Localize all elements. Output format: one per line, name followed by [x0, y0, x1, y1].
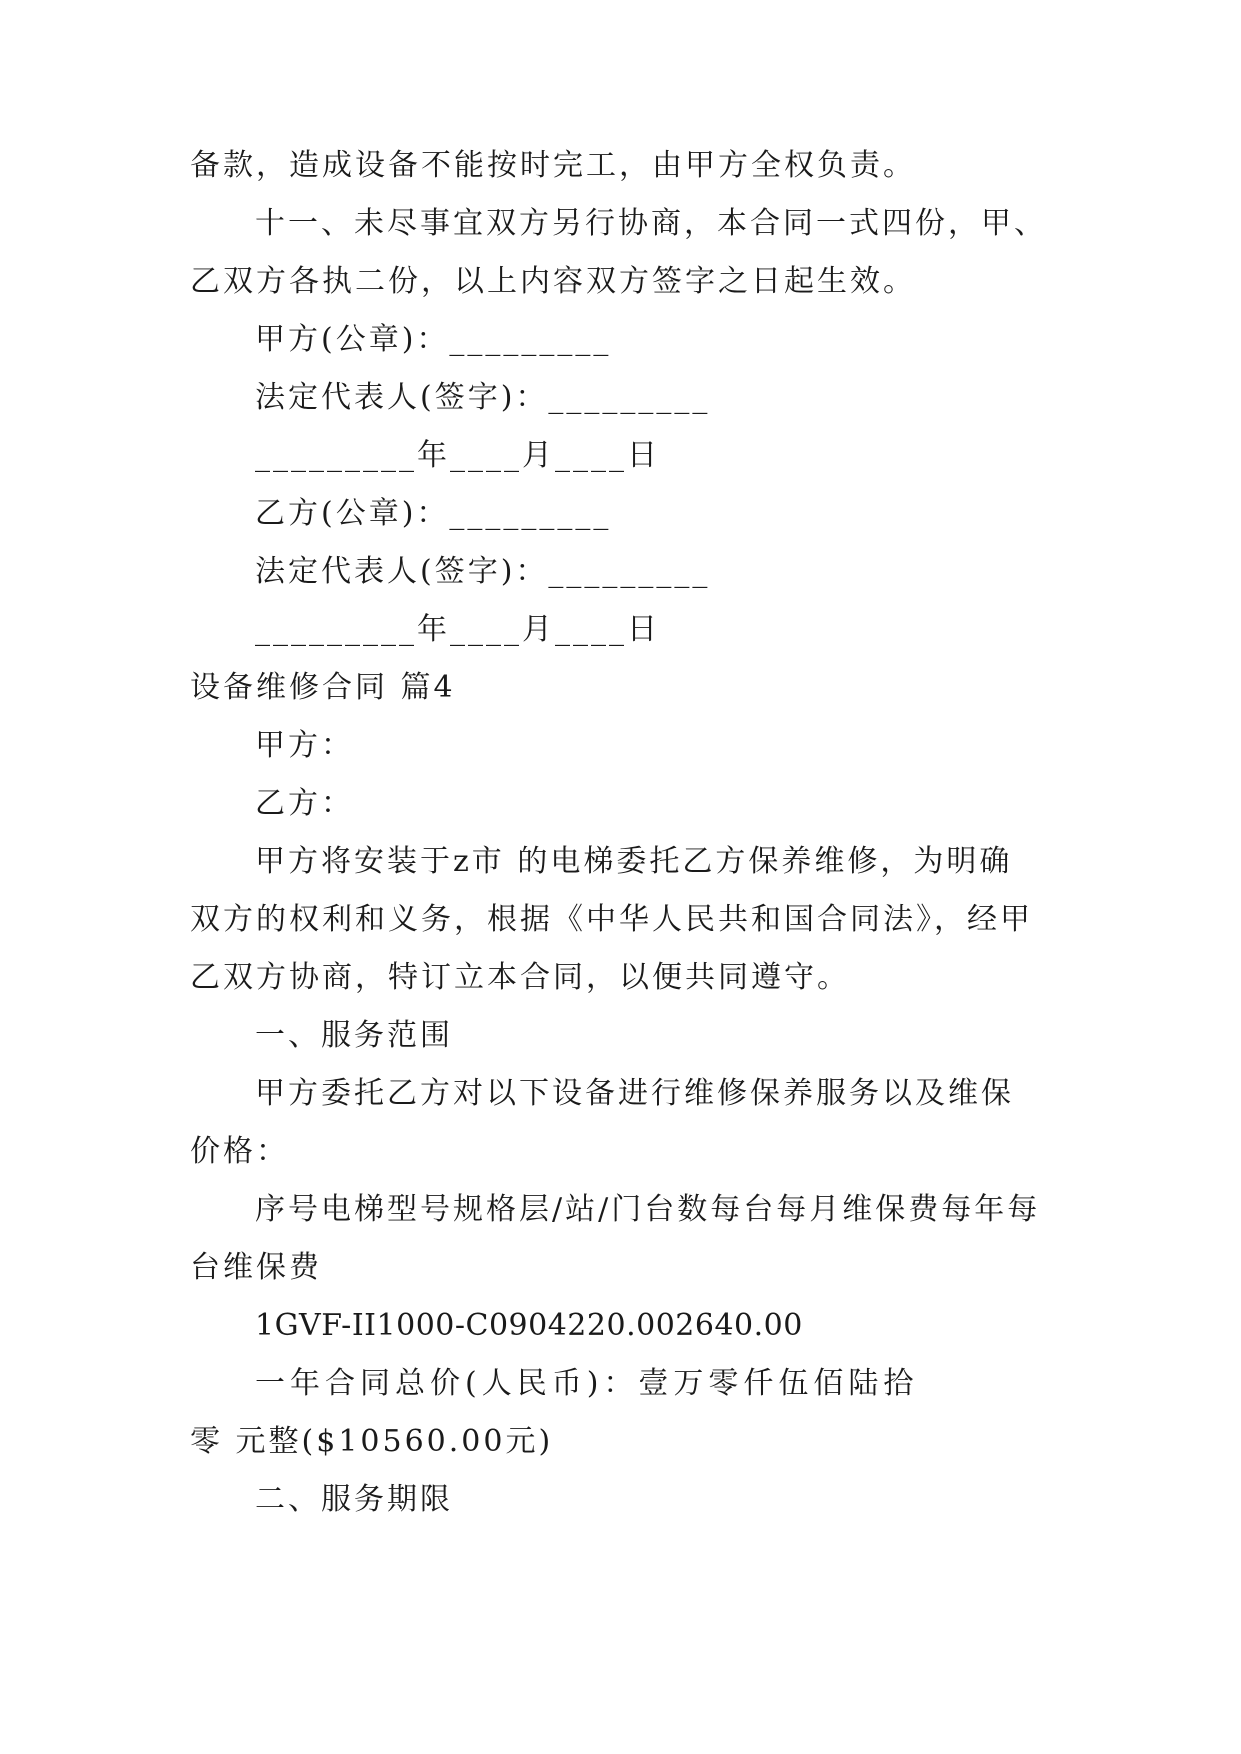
table-row-line: 1GVF-II1000-C0904220.002640.00	[255, 1308, 803, 1343]
date-line-party-a: _________年____月____日	[255, 438, 660, 473]
signature-line-party-a-rep: 法定代表人(签字)：_________	[255, 380, 711, 415]
table-header-line: 台维保费	[190, 1250, 322, 1285]
table-header-line: 序号电梯型号规格层/站/门台数每台每月维保费每年每	[255, 1192, 1041, 1227]
paragraph-line: 甲方委托乙方对以下设备进行维修保养服务以及维保	[255, 1076, 1014, 1111]
paragraph-line: 备款，造成设备不能按时完工，由甲方全权负责。	[190, 148, 916, 183]
paragraph-line: 价格：	[190, 1134, 289, 1169]
paragraph-line: 乙双方协商，特订立本合同，以便共同遵守。	[190, 960, 850, 995]
paragraph-line: 十一、未尽事宜双方另行协商，本合同一式四份，甲、	[255, 206, 1047, 241]
paragraph-line: 甲方将安装于z市 的电梯委托乙方保养维修，为明确	[255, 844, 1013, 879]
clause-heading: 一、服务范围	[255, 1018, 453, 1053]
signature-line-party-b-rep: 法定代表人(签字)：_________	[255, 554, 711, 589]
paragraph-line: 双方的权利和义务，根据《中华人民共和国合同法》，经甲	[190, 902, 1033, 937]
clause-heading: 二、服务期限	[255, 1482, 453, 1517]
party-b-label: 乙方：	[255, 786, 354, 821]
date-line-party-b: _________年____月____日	[255, 612, 660, 647]
signature-line-party-a-seal: 甲方(公章)：_________	[255, 322, 612, 357]
total-price-line: 一年合同总价(人民币)：壹万零仟伍佰陆拾	[255, 1366, 919, 1401]
total-price-line: 零 元整($10560.00元)	[190, 1424, 554, 1459]
section-title: 设备维修合同 篇4	[190, 670, 456, 705]
party-a-label: 甲方：	[255, 728, 354, 763]
signature-line-party-b-seal: 乙方(公章)：_________	[255, 496, 612, 531]
paragraph-line: 乙双方各执二份，以上内容双方签字之日起生效。	[190, 264, 916, 299]
